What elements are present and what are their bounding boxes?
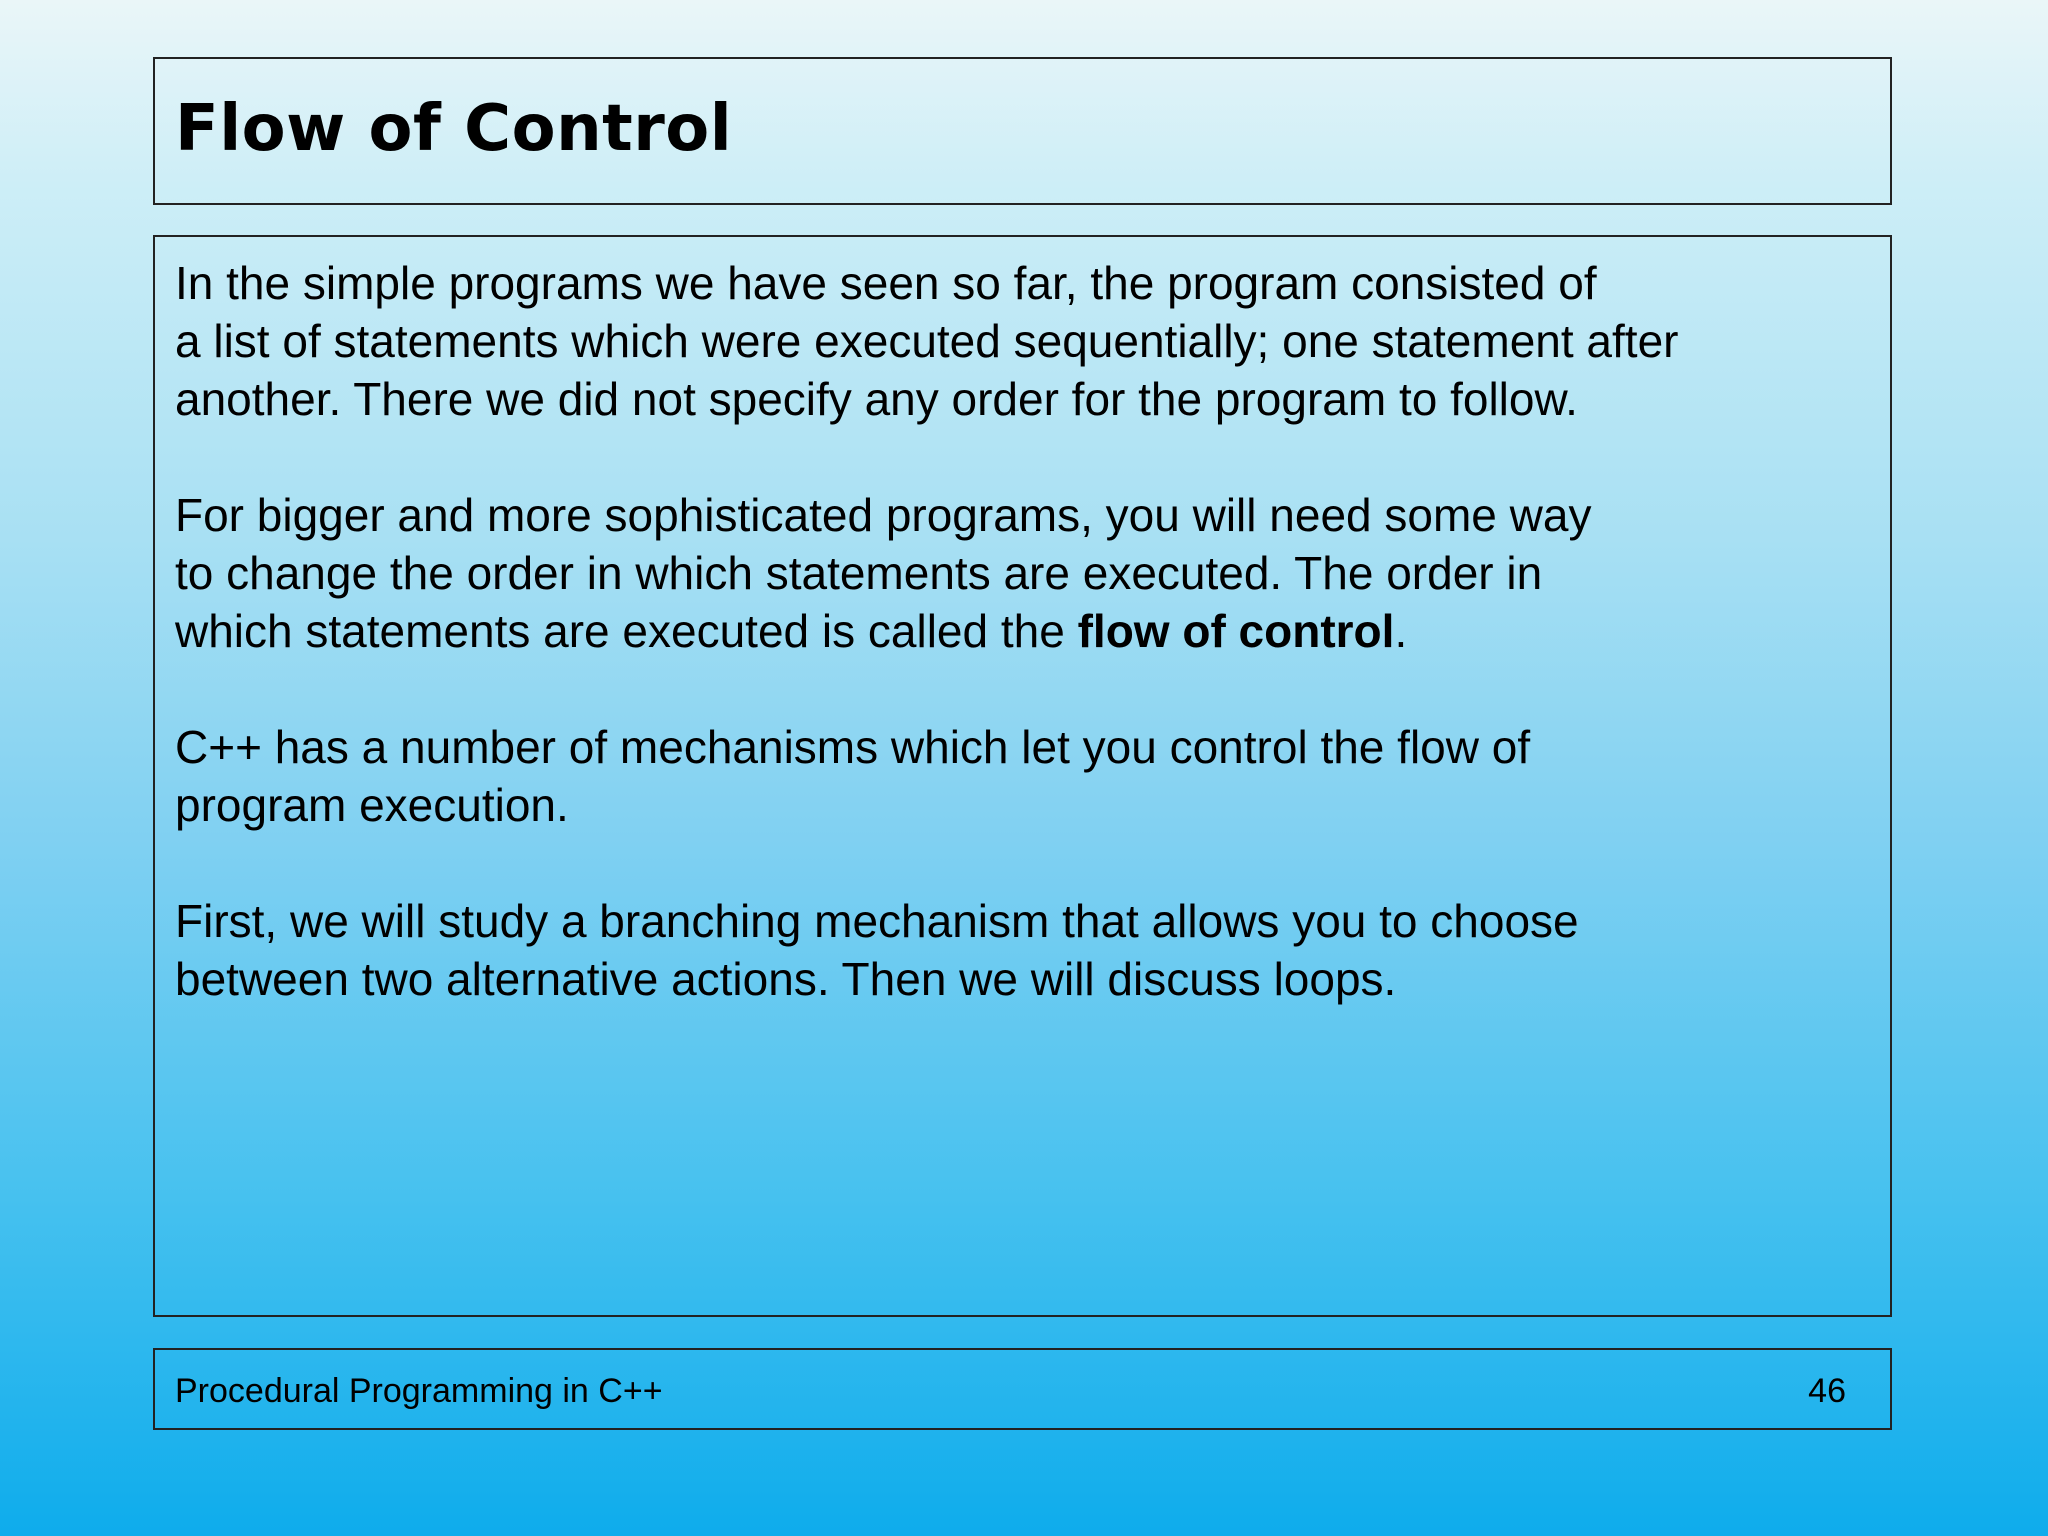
slide-title: Flow of Control [175, 92, 733, 166]
paragraph-line: between two alternative actions. Then we will discuss loops. [175, 953, 1397, 1005]
paragraph-line: to change the order in which statements are executed. The order in [175, 547, 1543, 599]
paragraph-4 [175, 892, 1870, 1008]
paragraph-line: For bigger and more sophisticated programs, you will need some way [175, 489, 1592, 541]
content-paragraphs [175, 254, 1870, 1066]
title-box [153, 57, 1892, 205]
content-box [153, 235, 1892, 1317]
paragraph-line: In the simple programs we have seen so far, the program consisted of [175, 257, 1597, 309]
paragraph-3 [175, 718, 1870, 834]
page-number: 46 [1808, 1372, 1846, 1410]
paragraph-line: program execution. [175, 779, 569, 831]
paragraph-line-with-term [175, 602, 1870, 660]
paragraph-line: another. There we did not specify any order for the program to follow. [175, 373, 1578, 425]
paragraph-line: a list of statements which were executed sequentially; one statement after [175, 315, 1679, 367]
footer-box [153, 1348, 1892, 1430]
paragraph-line: C++ has a number of mechanisms which let you control the flow of [175, 721, 1531, 773]
footer-course-title: Procedural Programming in C++ [175, 1372, 663, 1410]
paragraph-text: . [1394, 605, 1408, 657]
paragraph-2 [175, 486, 1870, 660]
key-term: flow of control [1077, 605, 1395, 657]
paragraph-1 [175, 254, 1870, 428]
paragraph-text: which statements are executed is called the [175, 605, 1078, 657]
paragraph-line: First, we will study a branching mechanism that allows you to choose [175, 895, 1579, 947]
